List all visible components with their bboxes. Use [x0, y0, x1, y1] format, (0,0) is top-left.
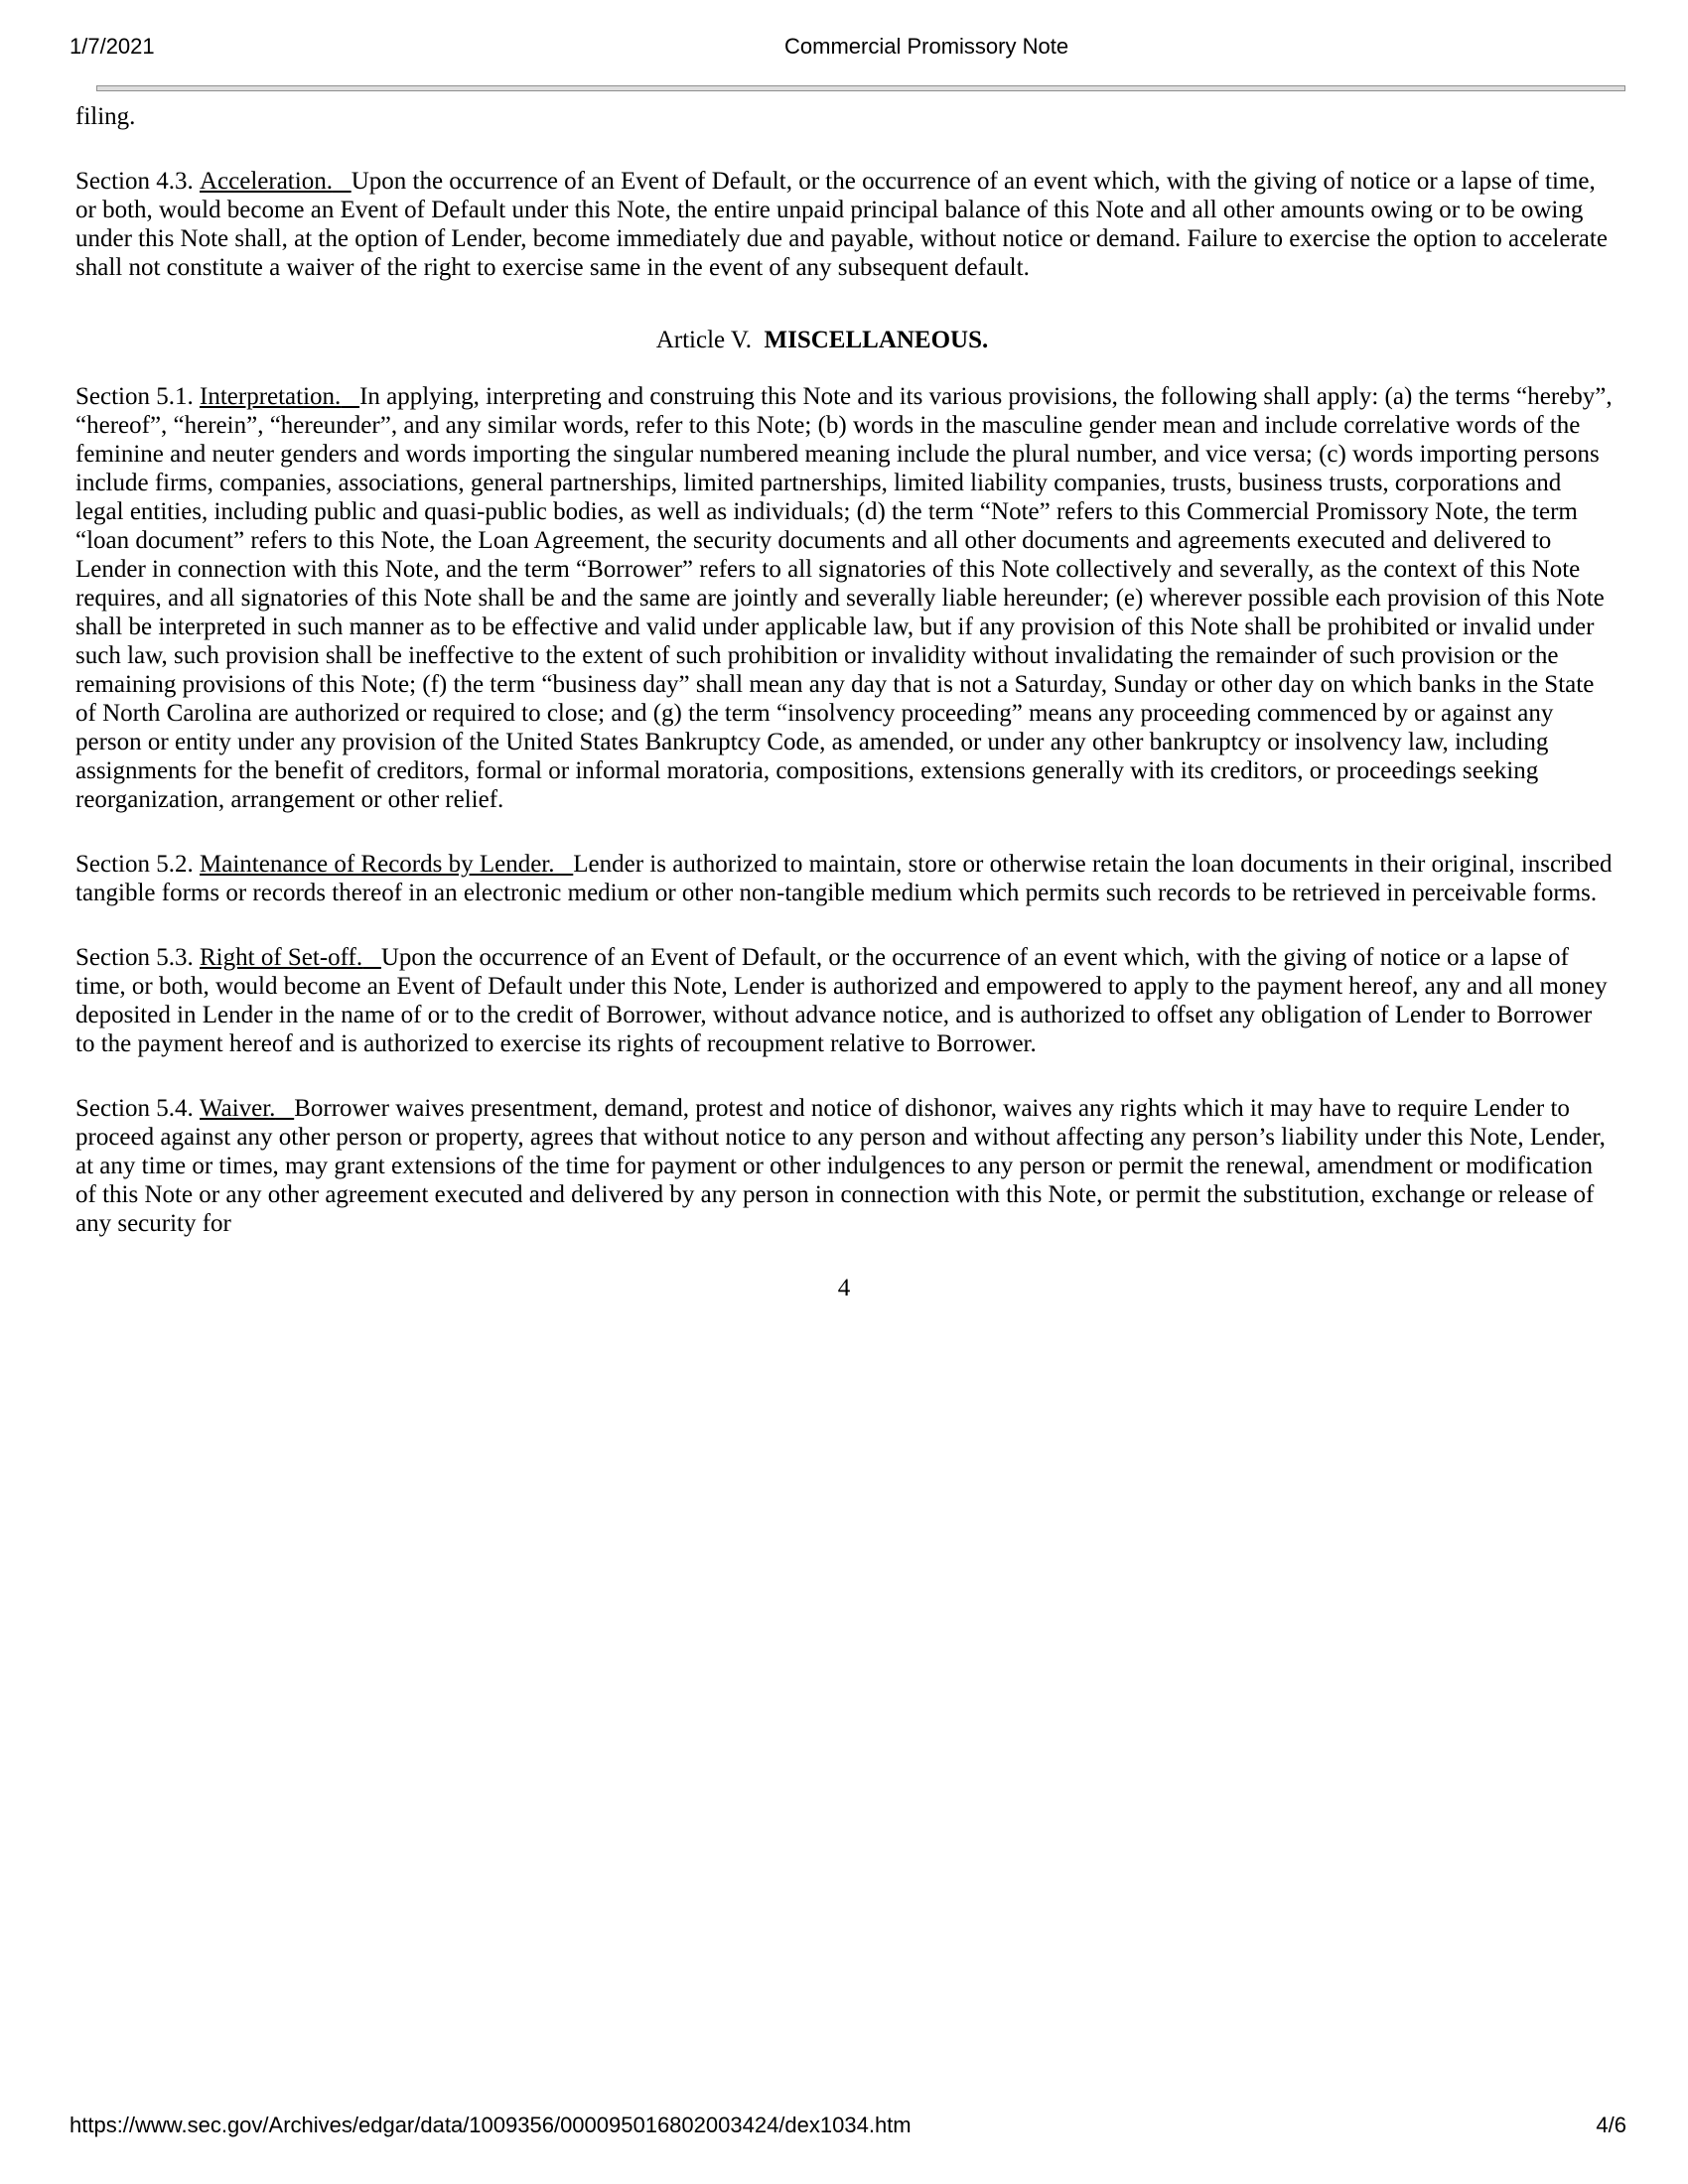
section-5-2-body: Lender is authorized to maintain, store or otherwise retain the loan documents in their original, inscribed tangible forms or records thereof in an electronic medium or other non-tangible medium which permits such records to be retrieved in perceivable forms.: [75, 851, 1613, 906]
print-footer-page-indicator: 4/6: [1596, 2113, 1626, 2137]
document-body: [75, 102, 1613, 1338]
section-5-4-paragraph: [75, 1094, 1613, 1238]
section-5-2-label: Section 5.2.: [75, 851, 194, 878]
page-number: 4: [837, 1275, 851, 1301]
section-5-3-body: Upon the occurrence of an Event of Default, or the occurrence of an event which, with the giving of notice or a lapse of time, or both, would become an Event of Default under this Note, Lender is authorized and empowered to apply to the payment hereof, any and all money deposited in Lender in the name of or to the credit of Borrower, without advance notice, and is authorized to offset any obligation of Lender to Borrower to the payment hereof and is authorized to exercise its rights of recoupment relative to Borrower.: [75, 944, 1608, 1057]
section-5-4-title: Waiver.: [200, 1095, 276, 1122]
section-5-1-title: Interpretation.: [200, 383, 342, 410]
section-4-3-label: Section 4.3.: [75, 168, 194, 195]
section-5-2-title: Maintenance of Records by Lender.: [200, 851, 555, 878]
continuation-paragraph: filing.: [75, 103, 136, 130]
section-5-3-label: Section 5.3.: [75, 944, 194, 971]
section-5-1-paragraph: [75, 382, 1613, 814]
section-5-3-title: Right of Set-off.: [200, 944, 363, 971]
section-5-1-label: Section 5.1.: [75, 383, 194, 410]
section-5-4-label: Section 5.4.: [75, 1095, 194, 1122]
section-5-3-paragraph: [75, 943, 1613, 1058]
article-heading: [75, 326, 1613, 354]
print-footer-url: https://www.sec.gov/Archives/edgar/data/1009356/000095016802003424/dex1034.htm: [70, 2113, 912, 2137]
section-4-3-title: Acceleration.: [200, 168, 333, 195]
section-5-1-body: In applying, interpreting and construing this Note and its various provisions, the following shall apply: (a) the terms “hereby”, “hereof”, “herein”, “hereunder”, and any similar words, refer to this Note; (b) words in the masculine gender mean and include correlative words of the feminine and neuter genders and words importing the singular numbered meaning include the plural number, and vice versa; (c) words importing persons include firms, companies, associations, general partnerships, limited partnerships, limited liability companies, trusts, business trusts, corporations and legal entities, including public and quasi-public bodies, as well as individuals; (d) the term “Note” refers to this Commercial Promissory Note, the term “loan document” refers to this Note, the Loan Agreement, the security documents and all other documents and agreements executed and delivered to Lender in connection with this Note, and the term “Borrower” refers to all signatories of this Note collectively and severally, as the context of this Note requires, and all signatories of this Note shall be and the same are jointly and severally liable hereunder; (e) wherever possible each provision of this Note shall be interpreted in such manner as to be effective and valid under applicable law, but if any provision of this Note shall be prohibited or invalid under such law, such provision shall be ineffective to the extent of such prohibition or invalidity without invalidating the remainder of such provision or the remaining provisions of this Note; (f) the term “business day” shall mean any day that is not a Saturday, Sunday or other day on which banks in the State of North Carolina are authorized or required to close; and (g) the term “insolvency proceeding” means any proceeding commenced by or against any person or entity under any provision of the United States Bankruptcy Code, as amended, or under any other bankruptcy or insolvency law, including assignments for the benefit of creditors, formal or informal moratoria, compositions, extensions generally with its creditors, or proceedings seeking reorganization, arrangement or other relief.: [75, 383, 1613, 813]
article-number: Article V.: [655, 327, 753, 353]
article-title: MISCELLANEOUS.: [764, 327, 989, 353]
section-4-3-paragraph: [75, 167, 1613, 282]
section-5-2-paragraph: [75, 850, 1613, 907]
section-5-4-body: Borrower waives presentment, demand, protest and notice of dishonor, waives any rights which it may have to require Lender to proceed against any other person or property, agrees that without notice to any person and without affecting any person’s liability under this Note, Lender, at any time or times, may grant extensions of the time for payment or other indulgences to any person or permit the renewal, amendment or modification of this Note or any other agreement executed and delivered by any person in connection with this Note, or permit the substitution, exchange or release of any security for: [75, 1095, 1606, 1237]
header-divider-rule: [96, 85, 1625, 91]
section-4-3-body: Upon the occurrence of an Event of Default, or the occurrence of an event which, with the giving of notice or a lapse of time, or both, would become an Event of Default under this Note, the entire unpaid principal balance of this Note and all other amounts owing or to be owing under this Note shall, at the option of Lender, become immediately due and payable, without notice or demand. Failure to exercise the option to accelerate shall not constitute a waiver of the right to exercise same in the event of any subsequent default.: [75, 168, 1608, 281]
print-header-date: 1/7/2021: [70, 34, 155, 59]
print-header-title: Commercial Promissory Note: [784, 34, 1069, 59]
